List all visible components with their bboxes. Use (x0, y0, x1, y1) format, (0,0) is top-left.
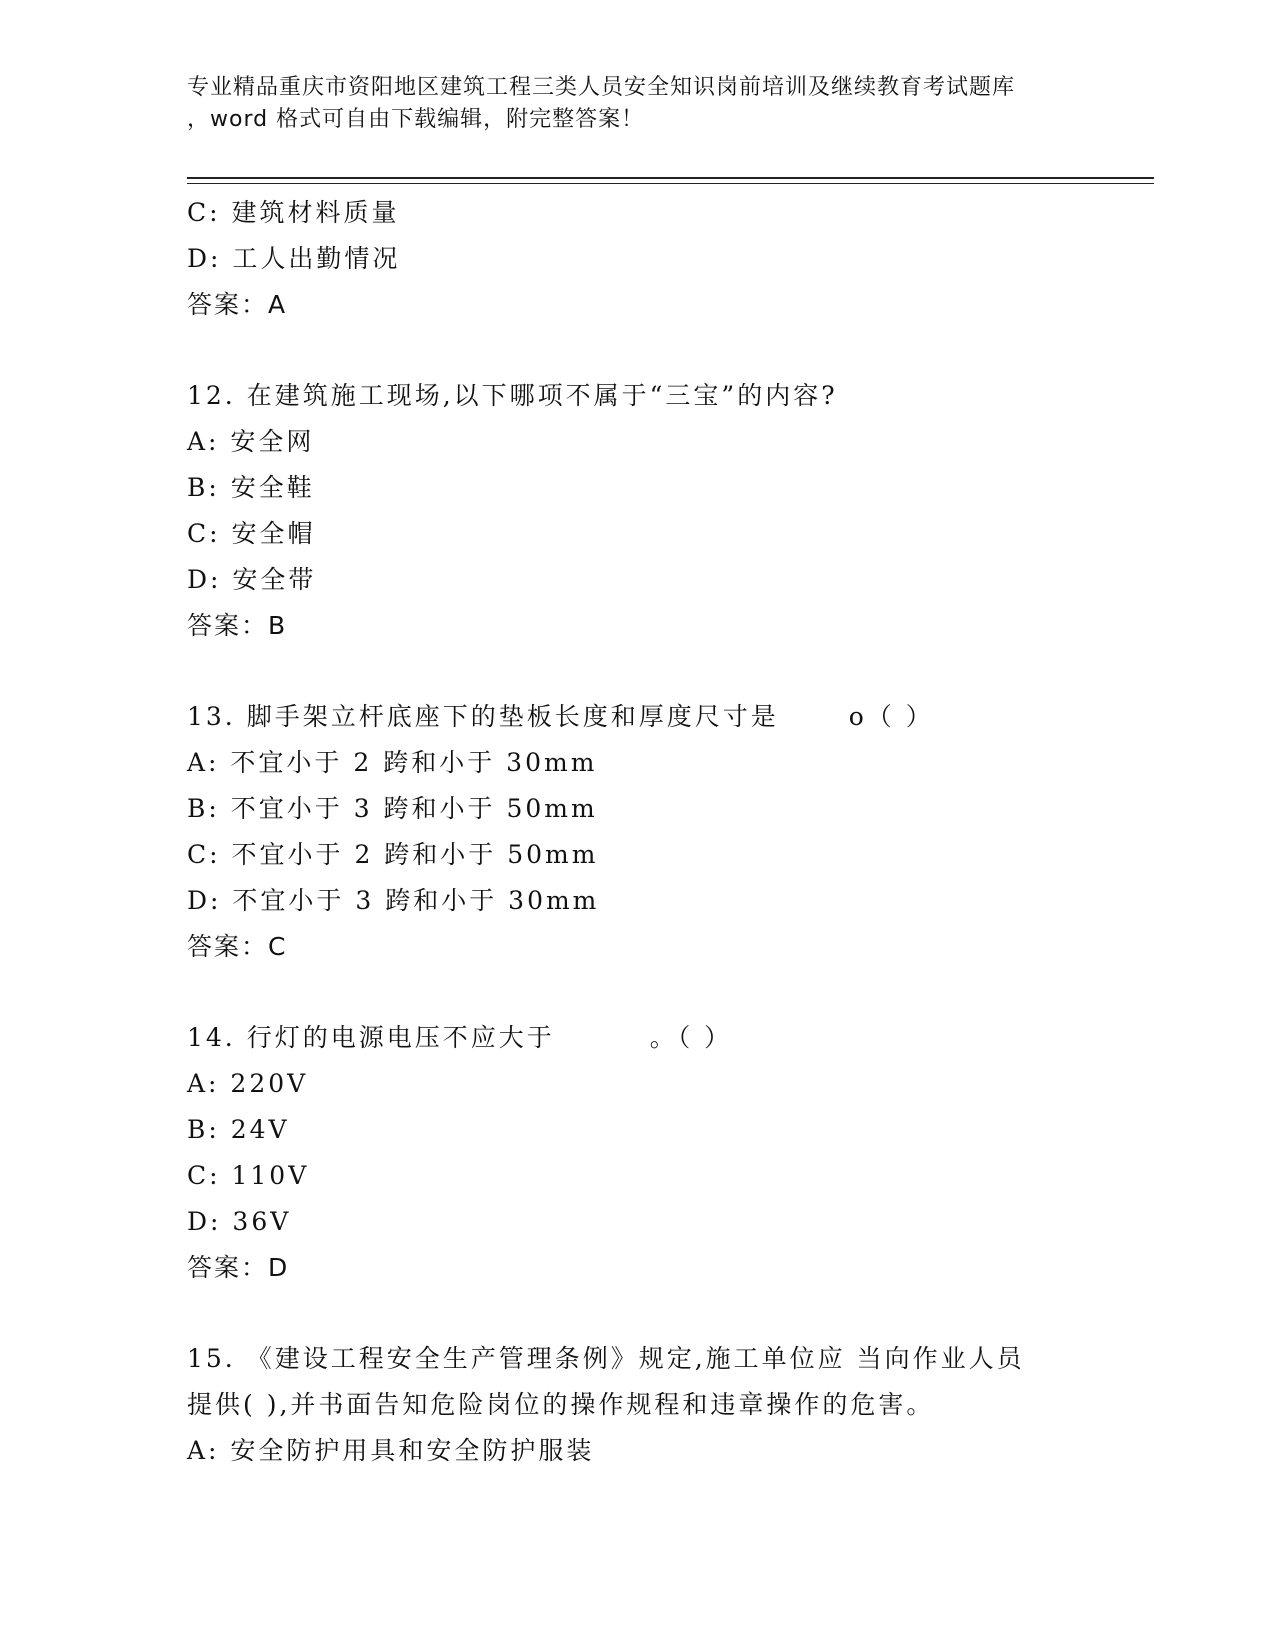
q13-question-tail: o（ ） (848, 702, 934, 731)
q13-option-b: B: 不宜小于 3 跨和小于 50mm (187, 794, 598, 823)
header-title-line-1: 专业精品重庆市资阳地区建筑工程三类人员安全知识岗前培训及继续教育考试题库 (187, 75, 1016, 100)
header-divider-thin (187, 183, 1154, 184)
q13-option-a: A: 不宜小于 2 跨和小于 30mm (187, 748, 598, 777)
q15-question-line-2: 提供( ),并书面告知危险岗位的操作规程和违章操作的危害。 (187, 1390, 935, 1419)
q14-option-b: B: 24V (187, 1115, 290, 1144)
spacer (187, 649, 1147, 694)
spacer (187, 970, 1147, 1015)
spacer (187, 328, 1147, 373)
question-list (187, 190, 1147, 1474)
q14-option-a: A: 220V (187, 1069, 309, 1098)
header-divider-thick (187, 177, 1154, 179)
q14-option-d: D: 36V (187, 1207, 292, 1236)
q13-question-text: 13. 脚手架立杆底座下的垫板长度和厚度尺寸是 (187, 702, 779, 731)
q11-option-c: C: 建筑材料质量 (187, 198, 400, 227)
header-title-line-2: ，word 格式可自由下载编辑，附完整答案！ (187, 107, 645, 132)
q14-option-c: C: 110V (187, 1161, 310, 1190)
q15-option-a: A: 安全防护用具和安全防护服装 (187, 1436, 595, 1465)
q14-question (187, 1015, 1147, 1061)
spacer (187, 1291, 1147, 1336)
q12-option-a: A: 安全网 (187, 427, 315, 456)
q13-option-c: C: 不宜小于 2 跨和小于 50mm (187, 840, 599, 869)
q13-answer: 答案：C (187, 932, 288, 961)
q12-option-c: C: 安全帽 (187, 519, 316, 548)
q12-option-b: B: 安全鞋 (187, 473, 315, 502)
q11-answer: 答案：A (187, 290, 288, 319)
q14-question-tail: 。（ ） (649, 1023, 733, 1052)
document-header (187, 72, 1087, 136)
q11-option-d: D: 工人出勤情况 (187, 244, 401, 273)
question-15 (187, 1336, 1147, 1474)
q13-option-d: D: 不宜小于 3 跨和小于 30mm (187, 886, 600, 915)
question-11 (187, 190, 1147, 328)
question-12 (187, 373, 1147, 649)
question-14 (187, 1015, 1147, 1291)
q15-question-line-1: 15. 《建设工程安全生产管理条例》规定,施工单位应 当向作业人员 (187, 1344, 1025, 1373)
question-13 (187, 694, 1147, 970)
q13-question (187, 694, 1147, 740)
q14-answer: 答案：D (187, 1253, 290, 1282)
q12-question: 12. 在建筑施工现场,以下哪项不属于“三宝”的内容? (187, 381, 838, 410)
q14-question-text: 14. 行灯的电源电压不应大于 (187, 1023, 555, 1052)
q12-option-d: D: 安全带 (187, 565, 317, 594)
q12-answer: 答案：B (187, 611, 288, 640)
